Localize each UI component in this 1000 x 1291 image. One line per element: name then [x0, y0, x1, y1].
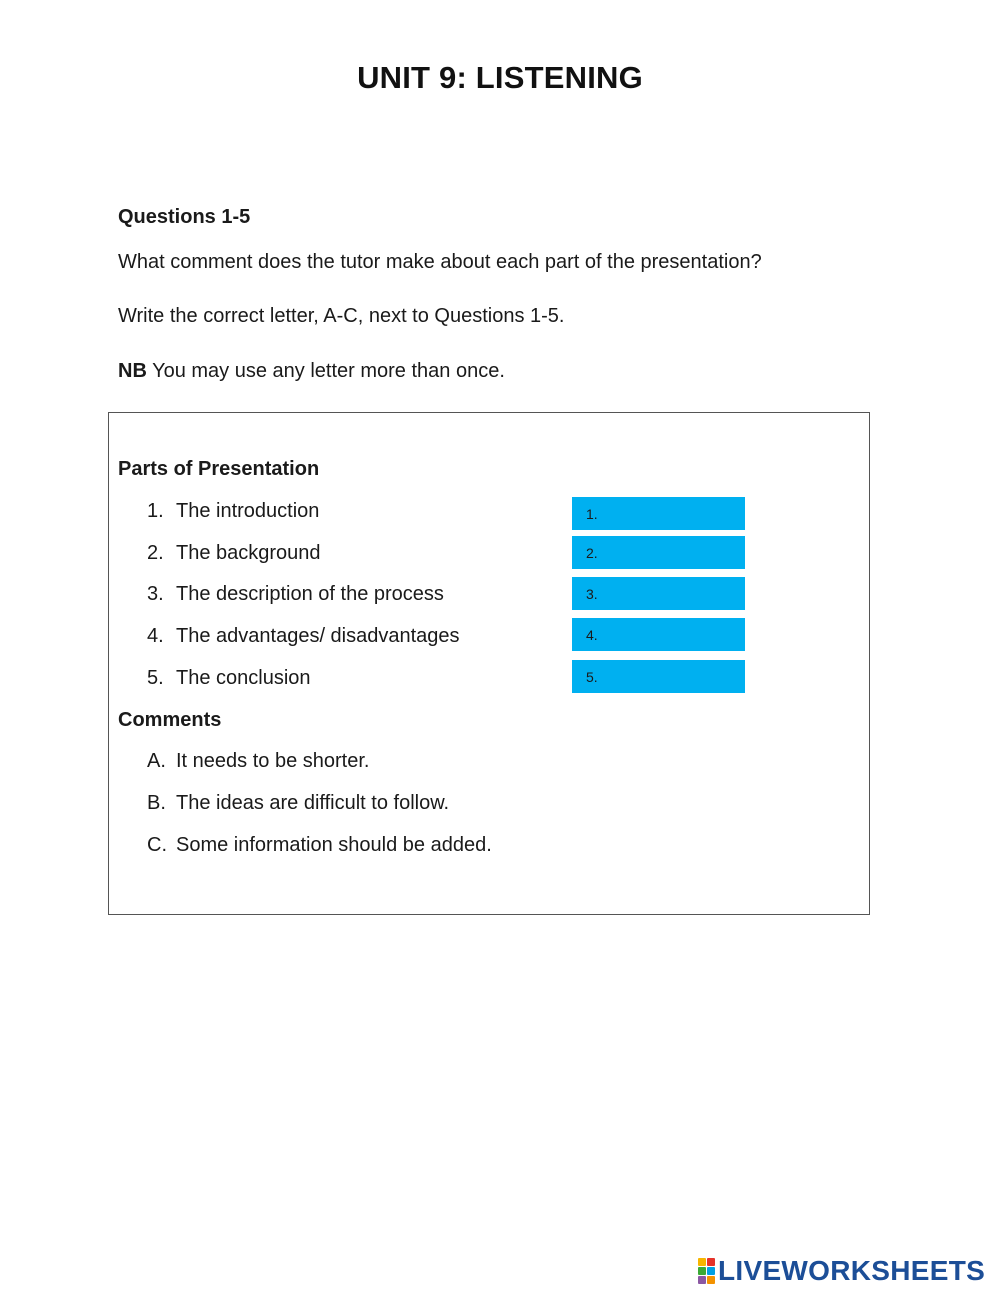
instruction-line-2: Write the correct letter, A-C, next to Questions 1-5. [118, 305, 565, 327]
part-number: 3. [147, 583, 164, 605]
part-number: 1. [147, 500, 164, 522]
comment-letter: A. [147, 750, 166, 772]
answer-input-4[interactable] [572, 618, 745, 651]
part-label: The advantages/ disadvantages [176, 625, 460, 647]
answer-input-5[interactable] [572, 660, 745, 693]
nb-text: You may use any letter more than once. [146, 360, 505, 382]
answer-label-4: 4. [586, 627, 598, 643]
nb-note [118, 360, 505, 383]
answer-field-5[interactable] [572, 660, 745, 693]
instruction-line-1: What comment does the tutor make about each part of the presentation? [118, 251, 762, 273]
answer-field-1[interactable] [572, 497, 745, 530]
parts-heading: Parts of Presentation [118, 458, 320, 480]
questions-heading: Questions 1-5 [118, 206, 251, 228]
part-number: 5. [147, 667, 164, 689]
answer-field-3[interactable] [572, 577, 745, 610]
part-number: 2. [147, 542, 164, 564]
answer-field-2[interactable] [572, 536, 745, 569]
comments-heading: Comments [118, 709, 222, 731]
answer-label-3: 3. [586, 586, 598, 602]
answer-label-2: 2. [586, 545, 598, 561]
nb-label: NB [118, 360, 147, 382]
comment-item-a [147, 750, 369, 773]
answer-input-3[interactable] [572, 577, 745, 610]
part-label: The introduction [176, 500, 320, 522]
part-label: The background [176, 542, 321, 564]
comment-text: It needs to be shorter. [176, 750, 370, 772]
part-label: The conclusion [176, 667, 311, 689]
answer-label-5: 5. [586, 669, 598, 685]
part-item-2 [147, 542, 321, 565]
answer-input-2[interactable] [572, 536, 745, 569]
part-item-5 [147, 667, 311, 690]
comment-text: The ideas are difficult to follow. [176, 792, 450, 814]
comment-item-c [147, 834, 492, 857]
part-item-3 [147, 583, 444, 606]
page-title: UNIT 9: LISTENING [357, 60, 643, 95]
comment-letter: C. [147, 834, 167, 856]
part-label: The description of the process [176, 583, 444, 605]
answer-input-1[interactable] [572, 497, 745, 530]
answer-label-1: 1. [586, 506, 598, 522]
part-number: 4. [147, 625, 164, 647]
comment-text: Some information should be added. [176, 834, 492, 856]
part-item-1 [147, 500, 319, 523]
part-item-4 [147, 625, 460, 648]
answer-field-4[interactable] [572, 618, 745, 651]
comment-item-b [147, 792, 449, 815]
liveworksheets-logo-icon [698, 1258, 715, 1284]
comment-letter: B. [147, 792, 166, 814]
question-box [108, 412, 870, 915]
liveworksheets-logo-text: LIVEWORKSHEETS [718, 1255, 986, 1286]
liveworksheets-logo [698, 1256, 985, 1286]
